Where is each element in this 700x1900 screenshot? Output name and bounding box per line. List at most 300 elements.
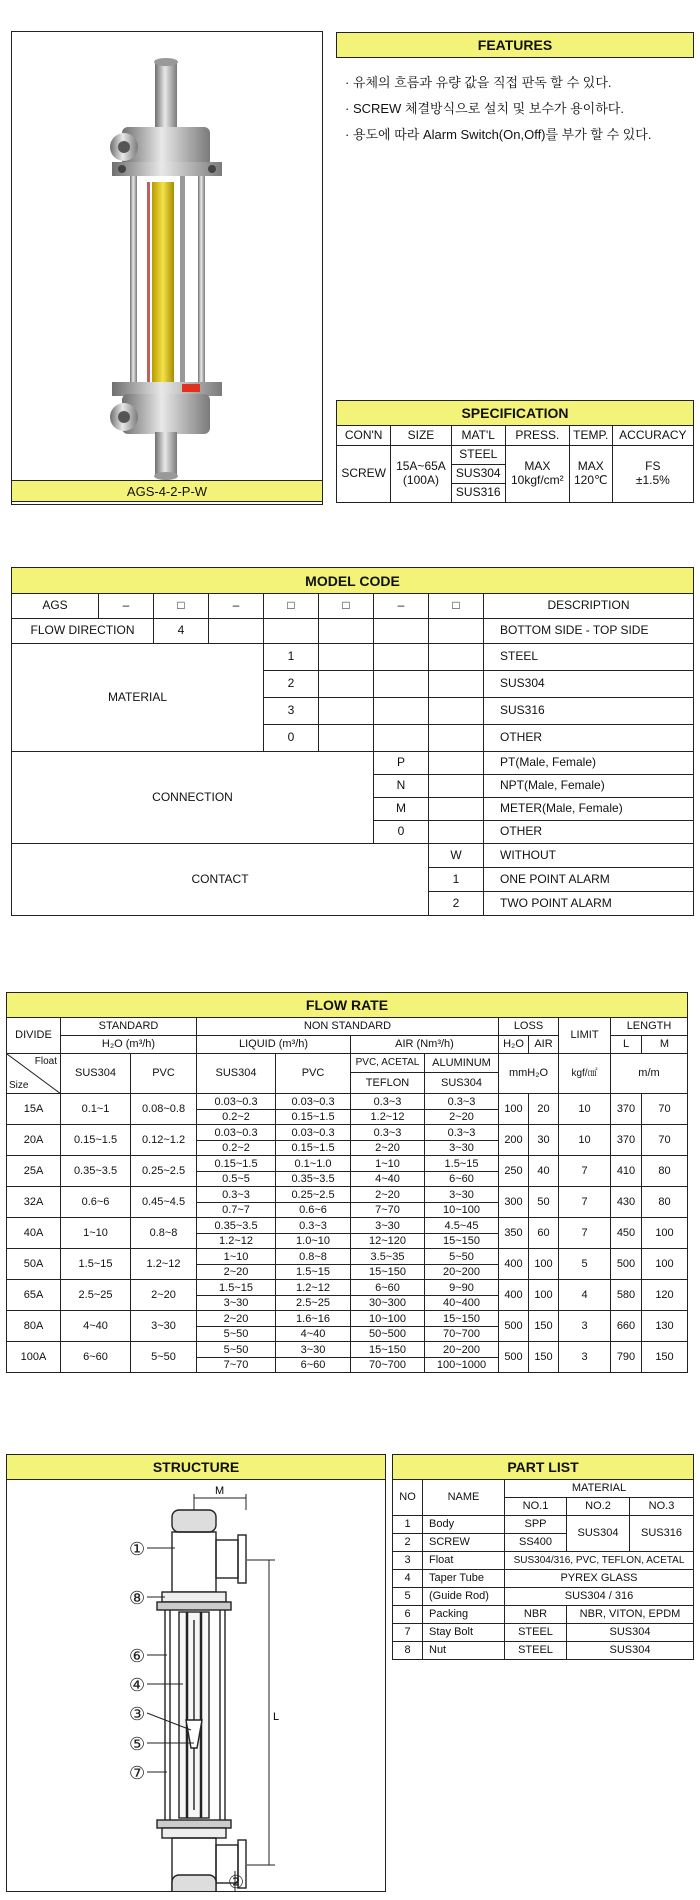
fr-loss-h2o: 400 bbox=[499, 1249, 529, 1280]
fr-length-m: 80 bbox=[642, 1156, 688, 1187]
spec-header: TEMP. bbox=[569, 426, 612, 446]
spec-material: STEEL bbox=[451, 446, 505, 465]
fr-liq-sus bbox=[197, 1249, 276, 1280]
fr-h-mm: m/m bbox=[611, 1054, 688, 1094]
fr-air-pvc bbox=[351, 1187, 425, 1218]
mc-desc: ONE POINT ALARM bbox=[484, 868, 694, 892]
pl-name: Packing bbox=[423, 1606, 505, 1624]
fr-liq-pvc bbox=[276, 1218, 351, 1249]
mc-desc: PT(Male, Female) bbox=[484, 752, 694, 775]
fr-air-pvc-line: 15~150 bbox=[368, 1265, 406, 1278]
fr-length-m: 100 bbox=[642, 1249, 688, 1280]
pl-no: 7 bbox=[393, 1624, 423, 1642]
mc-code: P bbox=[374, 752, 429, 775]
flow-rate-row bbox=[7, 1218, 688, 1249]
fr-loss-h2o: 400 bbox=[499, 1280, 529, 1311]
pl-no: 3 bbox=[393, 1552, 423, 1570]
spec-accuracy bbox=[612, 446, 693, 503]
mc-empty bbox=[429, 698, 484, 725]
fr-liq-pvc-line: 0.6~6 bbox=[299, 1203, 327, 1216]
fr-std-sus: 0.35~3.5 bbox=[61, 1156, 131, 1187]
fr-h-nonstandard: NON STANDARD bbox=[197, 1018, 499, 1036]
fr-air-al-line: 10~100 bbox=[442, 1203, 480, 1216]
fr-h-h2o-std: H₂O (m³/h) bbox=[61, 1036, 197, 1054]
fr-air-pvc-line: 70~700 bbox=[368, 1358, 406, 1371]
pl-no: 6 bbox=[393, 1606, 423, 1624]
pl-name: Taper Tube bbox=[423, 1570, 505, 1588]
fr-length-m: 70 bbox=[642, 1125, 688, 1156]
fr-liq-pvc-line: 0.25~2.5 bbox=[276, 1188, 350, 1203]
fr-liq-sus-line: 0.3~3 bbox=[197, 1188, 275, 1203]
fr-h-air: AIR (Nm³/h) bbox=[351, 1036, 499, 1054]
flow-rate-row bbox=[7, 1311, 688, 1342]
callout-5: ⑤ bbox=[129, 1734, 146, 1755]
fr-liq-pvc bbox=[276, 1094, 351, 1125]
fr-air-al-line: 6~60 bbox=[449, 1172, 474, 1185]
fr-air-al-line: 4.5~45 bbox=[425, 1219, 498, 1234]
fr-air-pvc-line: 4~40 bbox=[375, 1172, 400, 1185]
fr-h-size: Size bbox=[9, 1079, 29, 1091]
flow-rate-row bbox=[7, 1094, 688, 1125]
fr-air-pvc-line: 12~120 bbox=[368, 1234, 406, 1247]
callout-6: ⑥ bbox=[129, 1646, 146, 1667]
mc-header: AGS bbox=[12, 594, 99, 619]
fr-loss-air: 150 bbox=[529, 1342, 559, 1373]
fr-loss-air: 20 bbox=[529, 1094, 559, 1125]
fr-air-al-line: 0.3~3 bbox=[425, 1126, 498, 1141]
spec-size-line: (100A) bbox=[402, 473, 439, 487]
fr-air-pvc bbox=[351, 1156, 425, 1187]
fr-air-al-line: 3~30 bbox=[449, 1141, 474, 1154]
fr-air-al-line: 2~20 bbox=[449, 1110, 474, 1123]
fr-length-m: 150 bbox=[642, 1342, 688, 1373]
pl-m3: SUS316 bbox=[630, 1516, 694, 1552]
fr-h-liq-pvc: PVC bbox=[276, 1054, 351, 1094]
mc-empty bbox=[429, 619, 484, 644]
structure-title: STRUCTURE bbox=[6, 1454, 386, 1480]
fr-std-sus: 1~10 bbox=[61, 1218, 131, 1249]
dimension-m-label: M bbox=[215, 1485, 225, 1497]
spec-accuracy-line: FS bbox=[645, 459, 661, 474]
spec-temp-line: MAX bbox=[577, 459, 604, 474]
flow-rate-row bbox=[7, 1156, 688, 1187]
flow-rate-row bbox=[7, 1342, 688, 1373]
fr-air-al bbox=[425, 1218, 499, 1249]
mc-header: □ bbox=[429, 594, 484, 619]
fr-liq-sus-line: 0.7~7 bbox=[222, 1203, 250, 1216]
flowmeter-photo bbox=[12, 32, 322, 482]
fr-liq-pvc bbox=[276, 1311, 351, 1342]
mc-empty bbox=[429, 725, 484, 752]
fr-length-l: 410 bbox=[611, 1156, 642, 1187]
fr-std-pvc: 0.25~2.5 bbox=[131, 1156, 197, 1187]
fr-air-pvc-line: 30~300 bbox=[368, 1296, 406, 1309]
fr-length-m: 120 bbox=[642, 1280, 688, 1311]
fr-length-l: 580 bbox=[611, 1280, 642, 1311]
fr-length-l: 500 bbox=[611, 1249, 642, 1280]
mc-desc: WITHOUT bbox=[484, 844, 694, 868]
mc-material-label: MATERIAL bbox=[12, 644, 264, 752]
fr-air-al-line: 40~400 bbox=[442, 1296, 480, 1309]
fr-loss-h2o: 500 bbox=[499, 1342, 529, 1373]
part-list-table bbox=[392, 1479, 694, 1660]
fr-h-liquid: LIQUID (m³/h) bbox=[197, 1036, 351, 1054]
fr-liq-sus-line: 7~70 bbox=[223, 1358, 249, 1371]
mc-code: 2 bbox=[264, 671, 319, 698]
fr-limit: 10 bbox=[559, 1094, 611, 1125]
spec-header: CON'N bbox=[337, 426, 391, 446]
fr-air-al bbox=[425, 1342, 499, 1373]
fr-liq-pvc bbox=[276, 1125, 351, 1156]
fr-liq-pvc-line: 0.8~8 bbox=[276, 1250, 350, 1265]
pl-name: Float bbox=[423, 1552, 505, 1570]
fr-liq-sus bbox=[197, 1342, 276, 1373]
fr-h-loss-air: AIR bbox=[529, 1036, 559, 1054]
fr-air-al bbox=[425, 1311, 499, 1342]
fr-h-standard: STANDARD bbox=[61, 1018, 197, 1036]
spec-conn: SCREW bbox=[337, 446, 391, 503]
fr-h-loss-h2o: H₂O bbox=[499, 1036, 529, 1054]
fr-air-al-line: 20~200 bbox=[425, 1343, 498, 1358]
spec-size bbox=[391, 446, 451, 503]
fr-liq-pvc-line: 0.03~0.3 bbox=[276, 1095, 350, 1110]
fr-length-m: 130 bbox=[642, 1311, 688, 1342]
fr-liq-pvc-line: 0.03~0.3 bbox=[276, 1126, 350, 1141]
fr-air-pvc bbox=[351, 1342, 425, 1373]
fr-liq-sus-line: 0.5~5 bbox=[222, 1172, 250, 1185]
fr-air-al bbox=[425, 1094, 499, 1125]
fr-air-pvc-line: 0.3~3 bbox=[351, 1095, 424, 1110]
mc-empty bbox=[374, 619, 429, 644]
fr-std-sus: 6~60 bbox=[61, 1342, 131, 1373]
spec-header: ACCURACY bbox=[612, 426, 693, 446]
fr-air-pvc-line: 2~20 bbox=[351, 1188, 424, 1203]
fr-limit: 10 bbox=[559, 1125, 611, 1156]
mc-code: 3 bbox=[264, 698, 319, 725]
mc-empty bbox=[429, 752, 484, 775]
fr-air-pvc bbox=[351, 1125, 425, 1156]
fr-loss-air: 40 bbox=[529, 1156, 559, 1187]
mc-header: □ bbox=[154, 594, 209, 619]
spec-temp-line: 120℃ bbox=[573, 473, 608, 487]
fr-std-pvc: 0.8~8 bbox=[131, 1218, 197, 1249]
fr-air-pvc bbox=[351, 1094, 425, 1125]
fr-std-pvc: 0.08~0.8 bbox=[131, 1094, 197, 1125]
callout-4: ④ bbox=[129, 1675, 146, 1696]
product-model-label: AGS-4-2-P-W bbox=[11, 480, 323, 502]
feature-item: · 용도에 따라 Alarm Switch(On,Off)를 부가 할 수 있다. bbox=[345, 127, 652, 142]
fr-length-l: 370 bbox=[611, 1094, 642, 1125]
pl-name: (Guide Rod) bbox=[423, 1588, 505, 1606]
fr-std-pvc: 0.45~4.5 bbox=[131, 1187, 197, 1218]
fr-air-pvc-line: 7~70 bbox=[375, 1203, 400, 1216]
fr-h-liq-sus: SUS304 bbox=[197, 1054, 276, 1094]
fr-liq-pvc-line: 0.3~3 bbox=[276, 1219, 350, 1234]
mc-empty bbox=[209, 619, 264, 644]
pl-m23: NBR, VITON, EPDM bbox=[567, 1606, 694, 1624]
fr-liq-pvc-line: 1.5~15 bbox=[296, 1265, 330, 1278]
fr-h-M: M bbox=[642, 1036, 688, 1054]
fr-air-pvc-line: 3.5~35 bbox=[351, 1250, 424, 1265]
pl-m-all: SUS304 / 316 bbox=[505, 1588, 694, 1606]
mc-code: 4 bbox=[154, 619, 209, 644]
fr-h-std-sus: SUS304 bbox=[61, 1054, 131, 1094]
fr-length-l: 790 bbox=[611, 1342, 642, 1373]
fr-loss-h2o: 500 bbox=[499, 1311, 529, 1342]
fr-length-m: 100 bbox=[642, 1218, 688, 1249]
model-code-title: MODEL CODE bbox=[11, 567, 694, 594]
mc-desc: BOTTOM SIDE - TOP SIDE bbox=[484, 619, 694, 644]
fr-liq-sus bbox=[197, 1218, 276, 1249]
fr-liq-sus-line: 3~30 bbox=[223, 1296, 249, 1309]
fr-std-sus: 2.5~25 bbox=[61, 1280, 131, 1311]
fr-air-pvc bbox=[351, 1218, 425, 1249]
fr-std-sus: 0.15~1.5 bbox=[61, 1125, 131, 1156]
fr-liq-sus-line: 0.2~2 bbox=[222, 1141, 250, 1154]
flow-rate-row bbox=[7, 1280, 688, 1311]
pl-no: 8 bbox=[393, 1642, 423, 1660]
mc-empty bbox=[319, 671, 374, 698]
fr-h-float: Float bbox=[34, 1056, 57, 1067]
fr-loss-h2o: 100 bbox=[499, 1094, 529, 1125]
fr-air-pvc bbox=[351, 1249, 425, 1280]
spec-header: SIZE bbox=[391, 426, 451, 446]
fr-air-pvc-line: 50~500 bbox=[368, 1327, 406, 1340]
fr-air-al bbox=[425, 1280, 499, 1311]
model-code-table bbox=[11, 593, 694, 916]
mc-empty bbox=[319, 644, 374, 671]
fr-std-sus: 0.1~1 bbox=[61, 1094, 131, 1125]
fr-length-l: 660 bbox=[611, 1311, 642, 1342]
fr-limit: 4 bbox=[559, 1280, 611, 1311]
fr-liq-pvc-line: 6~60 bbox=[300, 1358, 326, 1371]
fr-loss-h2o: 250 bbox=[499, 1156, 529, 1187]
fr-liq-sus bbox=[197, 1125, 276, 1156]
pl-m-all: PYREX GLASS bbox=[505, 1570, 694, 1588]
mc-code: 0 bbox=[374, 821, 429, 844]
fr-liq-pvc-line: 0.15~1.5 bbox=[291, 1141, 335, 1154]
pl-m2: SUS304 bbox=[567, 1516, 630, 1552]
spec-size-line: 15A~65A bbox=[396, 459, 446, 474]
fr-loss-air: 50 bbox=[529, 1187, 559, 1218]
fr-h-L: L bbox=[611, 1036, 642, 1054]
fr-air-pvc bbox=[351, 1311, 425, 1342]
fr-loss-h2o: 350 bbox=[499, 1218, 529, 1249]
fr-air-al-line: 1.5~15 bbox=[425, 1157, 498, 1172]
spec-header: PRESS. bbox=[505, 426, 569, 446]
fr-liq-sus-line: 0.03~0.3 bbox=[197, 1095, 275, 1110]
mc-empty bbox=[429, 821, 484, 844]
mc-header: □ bbox=[264, 594, 319, 619]
fr-limit: 5 bbox=[559, 1249, 611, 1280]
pl-m23: SUS304 bbox=[567, 1642, 694, 1660]
fr-h-pvc-acetal: PVC, ACETAL bbox=[351, 1054, 424, 1073]
flow-rate-row bbox=[7, 1187, 688, 1218]
mc-empty bbox=[319, 698, 374, 725]
fr-h-air-pvc bbox=[351, 1054, 425, 1094]
features-list bbox=[345, 70, 695, 148]
fr-loss-h2o: 200 bbox=[499, 1125, 529, 1156]
fr-liq-pvc bbox=[276, 1249, 351, 1280]
mc-empty bbox=[374, 671, 429, 698]
fr-liq-sus-line: 5~50 bbox=[197, 1343, 275, 1358]
fr-liq-pvc-line: 1.6~16 bbox=[276, 1312, 350, 1327]
mc-desc: STEEL bbox=[484, 644, 694, 671]
product-photo-frame bbox=[11, 31, 323, 505]
mc-desc: SUS304 bbox=[484, 671, 694, 698]
mc-empty bbox=[429, 644, 484, 671]
fr-air-pvc-line: 15~150 bbox=[351, 1343, 424, 1358]
fr-liq-sus bbox=[197, 1156, 276, 1187]
fr-liq-sus-line: 0.2~2 bbox=[222, 1110, 250, 1123]
fr-size: 32A bbox=[7, 1187, 61, 1218]
fr-air-pvc-line: 3~30 bbox=[351, 1219, 424, 1234]
fr-air-pvc-line: 10~100 bbox=[351, 1312, 424, 1327]
fr-liq-pvc-line: 1.2~12 bbox=[276, 1281, 350, 1296]
pl-h-material: MATERIAL bbox=[505, 1480, 694, 1498]
fr-liq-sus-line: 1.2~12 bbox=[219, 1234, 253, 1247]
fr-liq-sus bbox=[197, 1311, 276, 1342]
fr-air-pvc bbox=[351, 1280, 425, 1311]
fr-std-sus: 1.5~15 bbox=[61, 1249, 131, 1280]
pl-name: Stay Bolt bbox=[423, 1624, 505, 1642]
mc-empty bbox=[374, 644, 429, 671]
callout-8: ⑧ bbox=[129, 1588, 146, 1609]
fr-liq-pvc-line: 3~30 bbox=[276, 1343, 350, 1358]
fr-h-float-size bbox=[7, 1054, 61, 1094]
fr-limit: 7 bbox=[559, 1218, 611, 1249]
fr-liq-sus bbox=[197, 1187, 276, 1218]
mc-desc: OTHER bbox=[484, 725, 694, 752]
fr-length-l: 430 bbox=[611, 1187, 642, 1218]
fr-h-teflon: TEFLON bbox=[365, 1077, 410, 1089]
pl-no: 1 bbox=[393, 1516, 423, 1534]
pl-h-name: NAME bbox=[423, 1480, 505, 1516]
fr-loss-h2o: 300 bbox=[499, 1187, 529, 1218]
fr-liq-pvc-line: 4~40 bbox=[300, 1327, 326, 1340]
fr-std-pvc: 3~30 bbox=[131, 1311, 197, 1342]
fr-h-limit: LIMIT bbox=[559, 1018, 611, 1054]
pl-h-no1: NO.1 bbox=[505, 1498, 567, 1516]
fr-limit: 7 bbox=[559, 1156, 611, 1187]
fr-size: 100A bbox=[7, 1342, 61, 1373]
fr-air-al bbox=[425, 1187, 499, 1218]
fr-air-al-line: 20~200 bbox=[442, 1265, 480, 1278]
fr-limit: 7 bbox=[559, 1187, 611, 1218]
pl-h-no2: NO.2 bbox=[567, 1498, 630, 1516]
mc-code: N bbox=[374, 775, 429, 798]
fr-h-aluminum: ALUMINUM bbox=[425, 1054, 498, 1073]
flow-rate-row bbox=[7, 1249, 688, 1280]
fr-air-al-line: 9~90 bbox=[425, 1281, 498, 1296]
flow-rate-body bbox=[7, 1094, 688, 1373]
mc-empty bbox=[429, 798, 484, 821]
dimension-l-label: L bbox=[273, 1711, 280, 1723]
mc-code: 1 bbox=[264, 644, 319, 671]
fr-std-pvc: 2~20 bbox=[131, 1280, 197, 1311]
fr-liq-pvc-line: 1.0~10 bbox=[296, 1234, 330, 1247]
mc-contact-label: CONTACT bbox=[12, 844, 429, 916]
fr-loss-air: 100 bbox=[529, 1280, 559, 1311]
fr-air-pvc-line: 1.2~12 bbox=[370, 1110, 405, 1123]
fr-liq-pvc bbox=[276, 1342, 351, 1373]
mc-header: DESCRIPTION bbox=[484, 594, 694, 619]
pl-m1: SS400 bbox=[505, 1534, 567, 1552]
fr-air-al-line: 5~50 bbox=[425, 1250, 498, 1265]
fr-h-air-al bbox=[425, 1054, 499, 1094]
fr-air-al-line: 100~1000 bbox=[436, 1358, 487, 1371]
fr-h-std-pvc: PVC bbox=[131, 1054, 197, 1094]
fr-liq-sus-line: 2~20 bbox=[197, 1312, 275, 1327]
fr-size: 50A bbox=[7, 1249, 61, 1280]
mc-empty bbox=[319, 619, 374, 644]
fr-h-divide: DIVIDE bbox=[7, 1018, 61, 1054]
mc-empty bbox=[429, 671, 484, 698]
mc-empty bbox=[374, 725, 429, 752]
flow-rate-title: FLOW RATE bbox=[6, 992, 688, 1018]
callout-7: ⑦ bbox=[129, 1763, 146, 1784]
fr-std-pvc: 1.2~12 bbox=[131, 1249, 197, 1280]
specification-title: SPECIFICATION bbox=[336, 400, 694, 426]
fr-liq-sus-line: 1.5~15 bbox=[197, 1281, 275, 1296]
fr-liq-sus-line: 0.03~0.3 bbox=[197, 1126, 275, 1141]
fr-h-loss: LOSS bbox=[499, 1018, 559, 1036]
mc-empty bbox=[429, 775, 484, 798]
mc-header: – bbox=[209, 594, 264, 619]
structure-panel bbox=[6, 1479, 386, 1892]
fr-limit: 3 bbox=[559, 1342, 611, 1373]
pl-name: Body bbox=[423, 1516, 505, 1534]
spec-accuracy-line: ±1.5% bbox=[635, 473, 670, 487]
features-title: FEATURES bbox=[336, 32, 694, 58]
fr-length-l: 450 bbox=[611, 1218, 642, 1249]
fr-size: 80A bbox=[7, 1311, 61, 1342]
fr-loss-air: 100 bbox=[529, 1249, 559, 1280]
mc-code: 2 bbox=[429, 892, 484, 916]
fr-liq-sus-line: 0.15~1.5 bbox=[197, 1157, 275, 1172]
fr-size: 20A bbox=[7, 1125, 61, 1156]
mc-empty bbox=[319, 725, 374, 752]
fr-size: 15A bbox=[7, 1094, 61, 1125]
mc-desc: TWO POINT ALARM bbox=[484, 892, 694, 916]
spec-press-line: MAX bbox=[524, 459, 551, 474]
mc-header: – bbox=[99, 594, 154, 619]
fr-limit: 3 bbox=[559, 1311, 611, 1342]
mc-connection-label: CONNECTION bbox=[12, 752, 374, 844]
fr-liq-sus-line: 1~10 bbox=[197, 1250, 275, 1265]
fr-air-al-line: 15~150 bbox=[442, 1234, 480, 1247]
mc-desc: SUS316 bbox=[484, 698, 694, 725]
mc-code: W bbox=[429, 844, 484, 868]
pl-no: 2 bbox=[393, 1534, 423, 1552]
fr-air-al bbox=[425, 1125, 499, 1156]
fr-h-sus304: SUS304 bbox=[441, 1077, 482, 1089]
fr-loss-air: 150 bbox=[529, 1311, 559, 1342]
fr-size: 65A bbox=[7, 1280, 61, 1311]
fr-loss-air: 60 bbox=[529, 1218, 559, 1249]
specification-table bbox=[336, 425, 694, 503]
fr-air-pvc-line: 6~60 bbox=[351, 1281, 424, 1296]
fr-liq-sus-line: 5~50 bbox=[223, 1327, 249, 1340]
mc-empty bbox=[264, 619, 319, 644]
fr-air-al-line: 70~700 bbox=[442, 1327, 480, 1340]
pl-h-no: NO bbox=[393, 1480, 423, 1516]
fr-liq-pvc bbox=[276, 1156, 351, 1187]
spec-material: SUS304 bbox=[451, 465, 505, 484]
pl-h-no3: NO.3 bbox=[630, 1498, 694, 1516]
fr-loss-air: 30 bbox=[529, 1125, 559, 1156]
pl-m1: NBR bbox=[505, 1606, 567, 1624]
